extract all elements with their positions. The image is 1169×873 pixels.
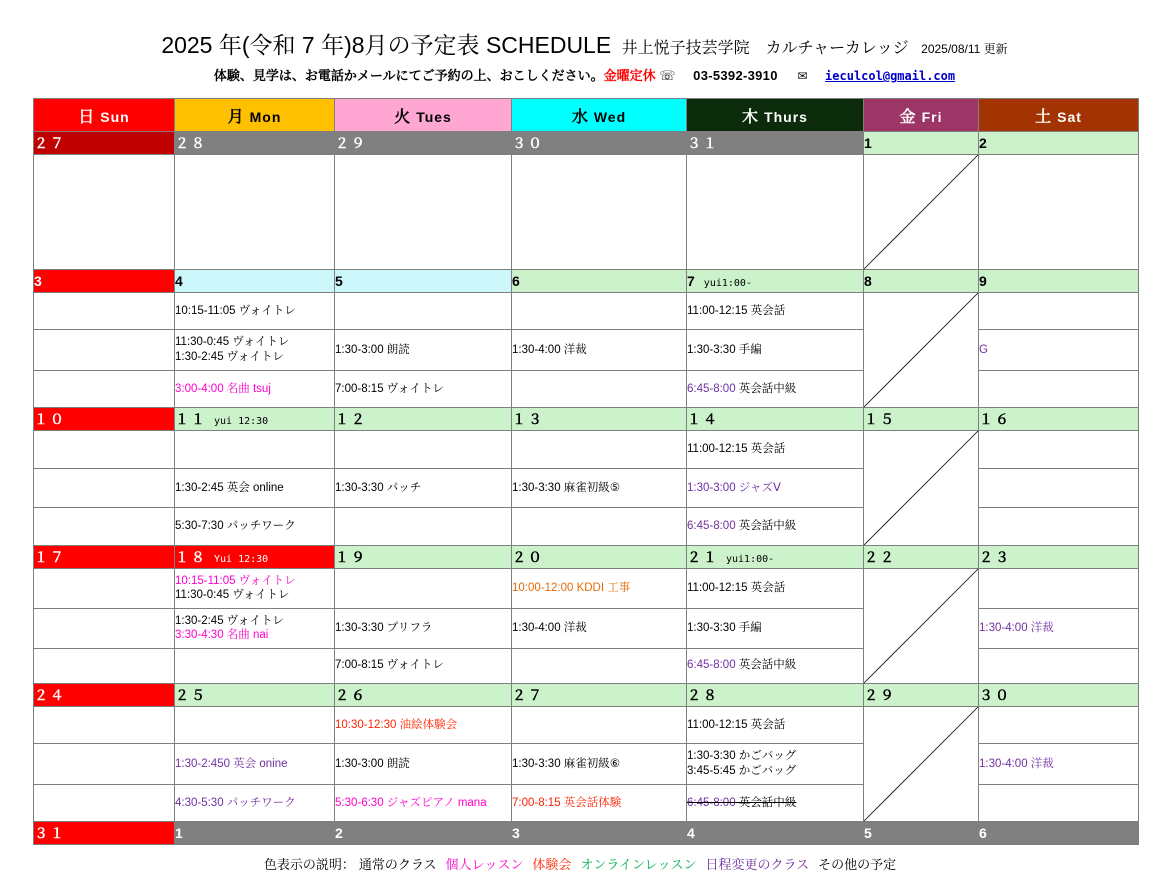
date-cell[interactable]	[864, 546, 979, 569]
event-cell[interactable]	[512, 507, 687, 545]
event-text: 1:30-3:30 パッチ	[335, 481, 422, 494]
date-number: １１	[175, 411, 207, 427]
event-text: 10:15-11:05 ヴォイトレ	[175, 304, 296, 317]
date-number: ３１	[687, 135, 719, 151]
event-cell[interactable]	[687, 648, 864, 683]
date-number: １７	[34, 549, 66, 565]
date-cell[interactable]	[979, 546, 1139, 569]
date-number: １５	[864, 411, 896, 427]
event-text: 1:30-4:00 洋裁	[979, 621, 1054, 634]
event-cell[interactable]	[979, 608, 1139, 648]
event-cell[interactable]	[175, 507, 335, 545]
event-text: 11:00-12:15 英会話	[687, 443, 786, 456]
mail-icon: ✉	[797, 69, 808, 83]
contact-line	[0, 65, 1169, 84]
table-head	[34, 99, 1139, 132]
event-text: 1:30-2:450 英会 onine	[175, 757, 288, 770]
event-cell[interactable]	[335, 608, 512, 648]
event-cell[interactable]	[175, 785, 335, 822]
date-cell[interactable]	[687, 270, 864, 293]
legend-item-2: 体験会	[532, 857, 572, 872]
date-number: 6	[979, 825, 989, 841]
date-number: ２４	[34, 687, 66, 703]
event-cell[interactable]	[979, 469, 1139, 507]
date-cell[interactable]	[979, 270, 1139, 293]
legend-item-1: 個人レッスン	[445, 857, 524, 872]
page-title: 2025 年(令和 7 年)8月の予定表 SCHEDULE	[161, 32, 612, 58]
event-text: 1:30-4:00 洋裁	[979, 757, 1054, 770]
event-cell[interactable]	[687, 431, 864, 469]
event-cell[interactable]	[34, 785, 175, 822]
event-text: 3:45-5:45 かごバッグ	[687, 764, 797, 777]
dow-header-mon	[175, 99, 335, 132]
dow-en: Sun	[100, 108, 130, 125]
event-cell[interactable]	[687, 785, 864, 822]
date-number: ２１	[687, 549, 719, 565]
event-cell[interactable]	[335, 469, 512, 507]
date-number: ２８	[687, 687, 719, 703]
date-number: ２７	[512, 687, 544, 703]
closed-diagonal-icon	[864, 293, 978, 407]
date-cell[interactable]	[512, 684, 687, 707]
event-text: 3:00-4:00 名曲 tsuj	[175, 382, 271, 395]
event-text: 6:45-8:00 英会話中級	[687, 519, 797, 532]
event-cell[interactable]	[175, 569, 335, 609]
event-text: 1:30-2:45 ヴォイトレ	[175, 350, 284, 363]
event-cell[interactable]	[512, 469, 687, 507]
event-cell[interactable]	[979, 743, 1139, 784]
date-cell[interactable]	[175, 408, 335, 431]
legend-item-4: 日程変更のクラス	[705, 857, 810, 872]
date-cell[interactable]	[687, 408, 864, 431]
event-cell[interactable]	[175, 707, 335, 744]
date-cell[interactable]	[335, 270, 512, 293]
date-number: 5	[864, 825, 874, 841]
event-text: 7:00-8:15 ヴォイトレ	[335, 659, 444, 672]
date-cell[interactable]	[34, 684, 175, 707]
dow-kanji: 水	[571, 108, 589, 126]
event-cell[interactable]	[512, 293, 687, 330]
date-note: yui1:00-	[703, 278, 752, 289]
event-text: 10:00-12:00 KDDI 工事	[512, 582, 631, 595]
date-cell[interactable]	[175, 270, 335, 293]
event-cell[interactable]	[335, 743, 512, 784]
dow-header-tues	[335, 99, 512, 132]
event-text: 1:30-3:30 麻雀初級⑤	[512, 481, 621, 494]
date-number: 2	[335, 825, 345, 841]
event-text: 10:15-11:05 ヴォイトレ	[175, 574, 296, 587]
event-cell[interactable]	[175, 469, 335, 507]
event-text: 1:30-2:45 ヴォイトレ	[175, 614, 284, 627]
event-cell[interactable]	[175, 155, 335, 270]
school-name: 井上悦子技芸学院 カルチャーカレッジ	[621, 40, 909, 57]
page-header	[0, 0, 1169, 84]
event-cell[interactable]	[979, 371, 1139, 408]
week-date-row	[34, 546, 1139, 569]
event-cell[interactable]	[512, 371, 687, 408]
event-cell[interactable]	[335, 155, 512, 270]
date-number: 2	[979, 135, 989, 151]
event-cell[interactable]	[175, 648, 335, 683]
date-cell[interactable]	[335, 132, 512, 155]
date-number: ２９	[864, 687, 896, 703]
legend-item-3: オンラインレッスン	[580, 857, 697, 872]
event-cell[interactable]	[175, 743, 335, 784]
dow-kanji: 火	[394, 108, 412, 126]
event-cell[interactable]	[687, 569, 864, 609]
dow-kanji: 日	[78, 108, 96, 126]
date-number: ２２	[864, 549, 896, 565]
date-cell[interactable]	[864, 684, 979, 707]
date-cell[interactable]	[34, 132, 175, 155]
date-number: ２６	[335, 687, 367, 703]
date-number: １６	[979, 411, 1011, 427]
updated-date: 2025/08/11 更新	[921, 42, 1008, 56]
date-number: 3	[512, 825, 522, 841]
legend	[0, 854, 1169, 873]
date-cell[interactable]	[687, 132, 864, 155]
event-cell[interactable]	[175, 608, 335, 648]
event-cell[interactable]	[687, 507, 864, 545]
closed-note: 金曜定休	[603, 68, 656, 83]
event-cell[interactable]	[34, 293, 175, 330]
phone-number: 03-5392-3910	[693, 68, 778, 83]
event-cell[interactable]	[979, 707, 1139, 744]
date-number: 5	[335, 273, 345, 289]
event-cell[interactable]	[512, 155, 687, 270]
reservation-notice: 体験、見学は、お電話かメールにてご予約の上、おこしください。	[213, 68, 604, 83]
event-text: 1:30-2:45 英会 online	[175, 481, 284, 494]
event-text: 7:00-8:15 ヴォイトレ	[335, 382, 444, 395]
date-cell[interactable]	[335, 546, 512, 569]
dow-en: Tues	[416, 108, 452, 125]
date-cell[interactable]	[175, 822, 335, 845]
date-number: ３１	[34, 825, 66, 841]
event-cell[interactable]	[34, 431, 175, 469]
date-cell[interactable]	[864, 132, 979, 155]
email-link[interactable]: ieculcol@gmail.com	[825, 69, 956, 83]
date-cell[interactable]	[979, 684, 1139, 707]
event-text: 7:00-8:15 英会話体験	[512, 796, 622, 809]
dow-kanji: 土	[1035, 108, 1053, 126]
date-note: Yui 12:30	[214, 554, 269, 565]
event-cell[interactable]	[34, 155, 175, 270]
event-cell[interactable]	[335, 431, 512, 469]
dow-header-sun	[34, 99, 175, 132]
event-cell[interactable]	[335, 293, 512, 330]
event-cell[interactable]	[512, 608, 687, 648]
date-number: ２８	[175, 135, 207, 151]
event-text: 10:30-12:30 油絵体験会	[335, 718, 458, 731]
event-cell[interactable]	[34, 569, 175, 609]
event-cell[interactable]	[979, 785, 1139, 822]
event-cell[interactable]	[335, 707, 512, 744]
event-cell[interactable]	[34, 608, 175, 648]
event-cell[interactable]	[687, 293, 864, 330]
dow-en: Mon	[249, 108, 282, 125]
date-cell[interactable]	[687, 684, 864, 707]
dow-header-fri	[864, 99, 979, 132]
event-cell[interactable]	[512, 329, 687, 370]
dow-en: Thurs	[764, 108, 808, 125]
date-number: 8	[864, 273, 874, 289]
legend-item-0: 通常のクラス	[358, 857, 437, 872]
event-text: 1:30-3:30 プリフラ	[335, 621, 433, 634]
event-cell[interactable]	[687, 371, 864, 408]
event-cell[interactable]	[687, 707, 864, 744]
date-cell[interactable]	[512, 822, 687, 845]
table-body	[34, 132, 1139, 845]
event-cell[interactable]	[979, 648, 1139, 683]
closed-diagonal-icon	[864, 155, 978, 269]
date-cell[interactable]	[512, 132, 687, 155]
date-number: 4	[175, 273, 185, 289]
dow-header-sat	[979, 99, 1139, 132]
date-number: ２３	[979, 549, 1011, 565]
date-number: 7	[687, 273, 697, 289]
event-text: 1:30-3:30 手編	[687, 343, 762, 356]
event-cell[interactable]	[687, 155, 864, 270]
date-number: １０	[34, 411, 66, 427]
event-cell[interactable]	[335, 785, 512, 822]
event-text: 1:30-3:00 ジャズⅤ	[687, 481, 781, 494]
schedule-table	[33, 98, 1139, 845]
event-cell[interactable]	[979, 155, 1139, 270]
event-cell[interactable]	[512, 743, 687, 784]
event-cell[interactable]	[34, 707, 175, 744]
dow-en: Fri	[921, 108, 943, 125]
event-cell[interactable]	[335, 569, 512, 609]
event-cell[interactable]	[34, 329, 175, 370]
event-cell[interactable]	[979, 293, 1139, 330]
date-cell[interactable]	[175, 546, 335, 569]
event-text: 1:30-3:00 朗読	[335, 757, 410, 770]
date-number: 1	[175, 825, 185, 841]
event-cell[interactable]	[175, 431, 335, 469]
date-note: yui1:00-	[726, 554, 775, 565]
event-cell[interactable]	[175, 371, 335, 408]
friday-closed-cell	[864, 155, 979, 270]
date-cell[interactable]	[979, 408, 1139, 431]
date-number: 6	[512, 273, 522, 289]
date-number: ２９	[335, 135, 367, 151]
date-cell[interactable]	[687, 822, 864, 845]
event-cell[interactable]	[34, 648, 175, 683]
friday-closed-cell	[864, 293, 979, 408]
friday-closed-cell	[864, 707, 979, 822]
event-cell[interactable]	[335, 648, 512, 683]
week-event-row	[34, 569, 1139, 609]
week-event-row	[34, 707, 1139, 744]
week-date-row	[34, 822, 1139, 845]
dow-kanji: 木	[742, 108, 760, 126]
event-cell[interactable]	[34, 371, 175, 408]
closed-diagonal-icon	[864, 569, 978, 683]
date-cell[interactable]	[175, 132, 335, 155]
event-text: G	[979, 343, 988, 356]
event-text: 11:00-12:15 英会話	[687, 718, 786, 731]
date-number: 4	[687, 825, 697, 841]
event-text: 1:30-4:00 洋裁	[512, 621, 587, 634]
closed-diagonal-icon	[864, 707, 978, 821]
event-cell[interactable]	[687, 608, 864, 648]
week-date-row	[34, 684, 1139, 707]
date-cell[interactable]	[335, 822, 512, 845]
week-event-row	[34, 293, 1139, 330]
event-cell[interactable]	[335, 507, 512, 545]
event-text: 5:30-7:30 パッチワーク	[175, 519, 296, 532]
date-cell[interactable]	[34, 822, 175, 845]
event-text: 6:45-8:00 英会話中級	[687, 796, 797, 809]
closed-diagonal-icon	[864, 431, 978, 545]
date-cell[interactable]	[687, 546, 864, 569]
event-cell[interactable]	[34, 743, 175, 784]
event-cell[interactable]	[335, 371, 512, 408]
event-text: 1:30-3:30 手編	[687, 621, 762, 634]
dow-en: Sat	[1057, 108, 1082, 125]
phone-icon: ☏	[659, 68, 676, 83]
event-text: 5:30-6:30 ジャズピアノ mana	[335, 796, 487, 809]
event-text: 11:00-12:15 英会話	[687, 582, 786, 595]
date-number: １２	[335, 411, 367, 427]
date-number: ３０	[512, 135, 544, 151]
date-cell[interactable]	[512, 270, 687, 293]
event-cell[interactable]	[979, 431, 1139, 469]
calendar-container	[33, 98, 1138, 845]
title-line	[0, 34, 1169, 57]
date-number: ２０	[512, 549, 544, 565]
date-note: yui 12:30	[214, 416, 269, 427]
friday-closed-cell	[864, 431, 979, 546]
event-text: 4:30-5:30 パッチワーク	[175, 796, 296, 809]
event-cell[interactable]	[979, 569, 1139, 609]
dow-header-row	[34, 99, 1139, 132]
week-date-row	[34, 132, 1139, 155]
week-date-row	[34, 408, 1139, 431]
date-cell[interactable]	[34, 408, 175, 431]
date-number: １４	[687, 411, 719, 427]
event-text: 6:45-8:00 英会話中級	[687, 382, 797, 395]
date-cell[interactable]	[512, 408, 687, 431]
event-cell[interactable]	[512, 648, 687, 683]
date-cell[interactable]	[979, 822, 1139, 845]
event-text: 6:45-8:00 英会話中級	[687, 659, 797, 672]
date-number: ２７	[34, 135, 66, 151]
date-cell[interactable]	[864, 408, 979, 431]
date-cell[interactable]	[864, 270, 979, 293]
event-text: 1:30-3:30 かごバッグ	[687, 750, 797, 763]
date-cell[interactable]	[175, 684, 335, 707]
event-text: 3:30-4:30 名曲 nai	[175, 629, 269, 642]
date-cell[interactable]	[34, 270, 175, 293]
dow-en: Wed	[593, 108, 627, 125]
date-cell[interactable]	[335, 408, 512, 431]
event-cell[interactable]	[175, 329, 335, 370]
date-number: 9	[979, 273, 989, 289]
event-cell[interactable]	[175, 293, 335, 330]
dow-header-wed	[512, 99, 687, 132]
date-cell[interactable]	[979, 132, 1139, 155]
date-number: 1	[864, 135, 874, 151]
date-number: 3	[34, 273, 44, 289]
event-cell[interactable]	[687, 743, 864, 784]
event-cell[interactable]	[979, 329, 1139, 370]
date-number: １３	[512, 411, 544, 427]
event-cell[interactable]	[979, 507, 1139, 545]
week-event-row	[34, 155, 1139, 270]
dow-header-thurs	[687, 99, 864, 132]
friday-closed-cell	[864, 569, 979, 684]
legend-item-5: その他の予定	[818, 857, 897, 872]
legend-title: 色表示の説明：	[263, 857, 355, 872]
date-cell[interactable]	[335, 684, 512, 707]
event-cell[interactable]	[512, 785, 687, 822]
dow-kanji: 月	[227, 108, 245, 126]
event-cell[interactable]	[34, 507, 175, 545]
date-number: １９	[335, 549, 367, 565]
event-cell[interactable]	[34, 469, 175, 507]
date-cell[interactable]	[34, 546, 175, 569]
event-cell[interactable]	[687, 329, 864, 370]
event-text: 1:30-4:00 洋裁	[512, 343, 587, 356]
week-date-row	[34, 270, 1139, 293]
week-event-row	[34, 431, 1139, 469]
event-text: 1:30-3:00 朗読	[335, 343, 410, 356]
event-text: 11:30-0:45 ヴォイトレ	[175, 589, 290, 602]
event-cell[interactable]	[512, 707, 687, 744]
event-cell[interactable]	[512, 569, 687, 609]
date-number: １８	[175, 549, 207, 565]
date-cell[interactable]	[512, 546, 687, 569]
event-cell[interactable]	[687, 469, 864, 507]
dow-kanji: 金	[899, 108, 917, 126]
event-text: 11:00-12:15 英会話	[687, 304, 786, 317]
event-cell[interactable]	[512, 431, 687, 469]
event-cell[interactable]	[335, 329, 512, 370]
event-text: 11:30-0:45 ヴォイトレ	[175, 336, 290, 349]
date-number: ２５	[175, 687, 207, 703]
event-text: 1:30-3:30 麻雀初級⑥	[512, 757, 621, 770]
date-cell[interactable]	[864, 822, 979, 845]
date-number: ３０	[979, 687, 1011, 703]
